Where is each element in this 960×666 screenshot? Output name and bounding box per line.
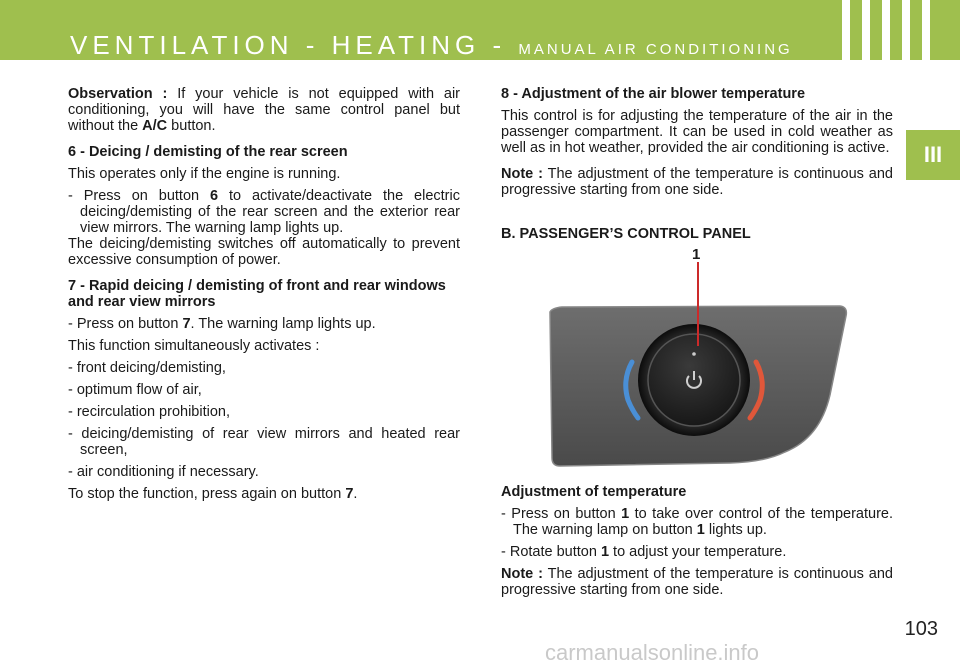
item-text: - Press on button: [501, 506, 622, 522]
page-title: [70, 30, 793, 61]
item-text: - Press on button: [68, 316, 183, 332]
item-text: - Rotate button: [501, 544, 601, 560]
section-6-heading: 6 - Deicing / demisting of the rear screen: [68, 144, 348, 160]
button-number: 7: [182, 316, 191, 332]
adjustment-item: [501, 544, 893, 560]
title-main: VENTILATION - HEATING -: [70, 30, 519, 60]
header-band: [0, 0, 960, 60]
button-number: 1: [696, 522, 705, 538]
note-text: The adjustment of the temperature is continuous and progressive starting from one side.: [501, 566, 893, 598]
section-b-heading: B. PASSENGER’S CONTROL PANEL: [501, 226, 751, 242]
callout-number: 1: [692, 246, 701, 263]
note-paragraph: [501, 566, 893, 598]
list-item: - air conditioning if necessary.: [68, 464, 259, 480]
button-number: 1: [600, 544, 610, 560]
button-number: 7: [345, 486, 354, 502]
passenger-control-panel-illustration: [540, 250, 850, 470]
decor-stripe: [862, 0, 870, 60]
decor-stripe: [842, 0, 850, 60]
section-8-heading: 8 - Adjustment of the air blower temperature: [501, 86, 806, 102]
note-label: Note :: [501, 166, 543, 182]
section-6-item: [68, 188, 460, 236]
observation-text-end: button.: [167, 118, 216, 134]
section-6-line: This operates only if the engine is running.: [68, 166, 341, 182]
note-paragraph: [501, 166, 893, 198]
item-text: to adjust your temperature.: [609, 544, 787, 560]
button-number: 1: [621, 506, 630, 522]
section-7-heading: 7 - Rapid deicing / demisting of front and rear windows and rear view mirrors: [68, 278, 446, 310]
item-text: to activate/deactivate the electric deicing/demisting of the rear screen and the exterior rear view mirrors. The warning lamp lights up.: [80, 188, 460, 236]
page-number: 103: [904, 618, 938, 640]
section-6-auto-off: The deicing/demisting switches off automatically to prevent excessive consumption of power.: [68, 236, 460, 268]
note-text: The adjustment of the temperature is continuous and progressive starting from one side.: [501, 166, 893, 198]
list-item: - recirculation prohibition,: [68, 404, 230, 420]
ac-button-ref: A/C: [142, 118, 168, 134]
right-column-top: [501, 86, 893, 242]
item-text: - Press on button: [68, 188, 210, 204]
knob-marker: [692, 352, 696, 356]
list-item: - front deicing/demisting,: [68, 360, 226, 376]
section-7-item: [68, 316, 460, 332]
observation-text: If your vehicle is not equipped with air conditioning, you will have the same control panel but without the: [68, 86, 461, 134]
section-7-stop: [68, 486, 460, 502]
section-8-text: This control is for adjusting the temperature of the air in the passenger compartment. It can be used in cold weather as well as in hot weather, provided the air conditioning is active.: [501, 108, 893, 156]
section-7-line: This function simultaneously activates :: [68, 338, 320, 354]
chapter-tab[interactable]: III: [906, 130, 960, 180]
list-item: - optimum flow of air,: [68, 382, 202, 398]
list-item: - deicing/demisting of rear view mirrors and heated rear screen,: [68, 426, 460, 458]
title-sub: MANUAL AIR CONDITIONING: [518, 41, 793, 58]
observation-paragraph: [68, 86, 460, 134]
item-text: To stop the function, press again on button: [68, 486, 346, 502]
adjustment-item: [501, 506, 893, 538]
watermark: carmanualsonline.info: [545, 640, 760, 665]
decor-stripe: [922, 0, 930, 60]
observation-label: Observation :: [68, 86, 168, 102]
note-label: Note :: [501, 566, 543, 582]
right-column-bottom: [501, 484, 893, 598]
left-column: [68, 86, 460, 502]
item-text: to take over control of the temperature. The warning lamp on button: [513, 506, 894, 538]
decor-stripe: [902, 0, 910, 60]
button-number: 6: [209, 188, 219, 204]
decor-stripe: [882, 0, 890, 60]
item-text: . The warning lamp lights up.: [190, 316, 376, 332]
item-text: .: [353, 486, 358, 502]
adjustment-heading: Adjustment of temperature: [501, 484, 687, 500]
item-text: lights up.: [704, 522, 767, 538]
